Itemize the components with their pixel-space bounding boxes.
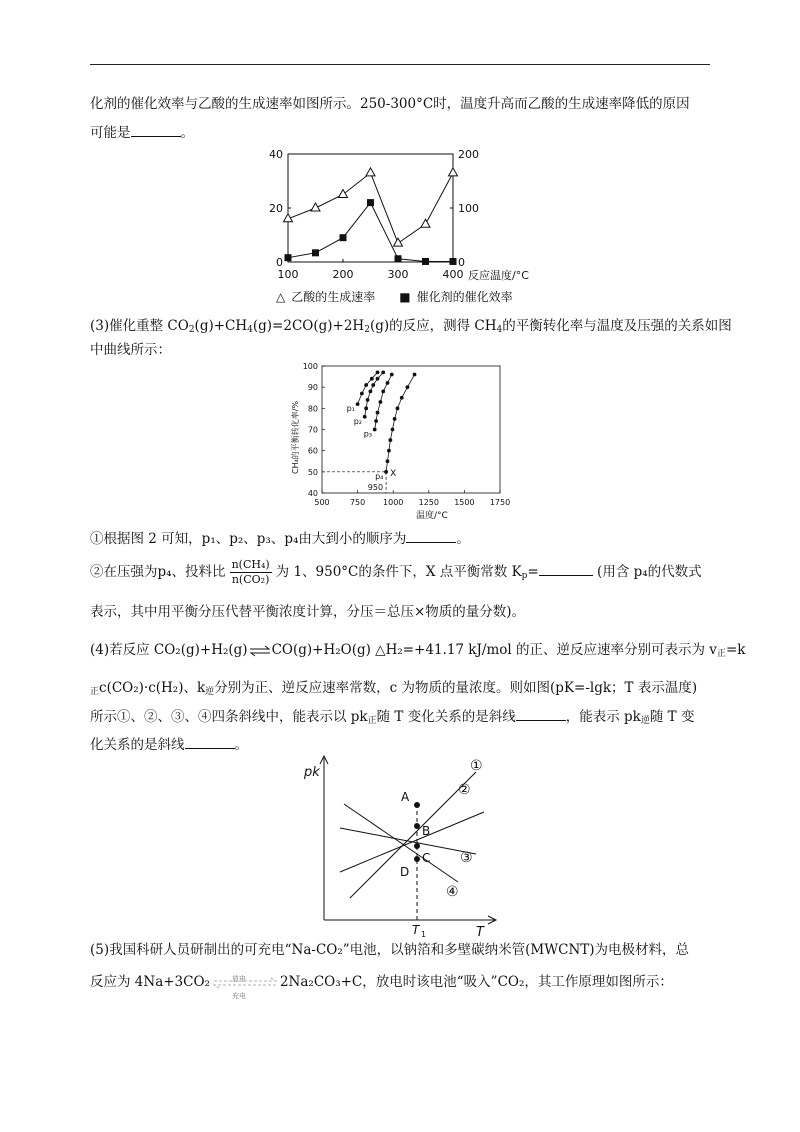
label-d: D [400,865,410,879]
top-rule [90,64,710,65]
intro-line-2 [90,122,715,144]
s5-text-a: 反应为 4Na+3CO₂ [90,974,210,990]
chart2-x-tick: 1000 [383,498,404,507]
chart2-y-tick: 80 [307,404,318,414]
pressure-point-p1 [376,370,380,374]
temperature-rate-chart [258,146,548,286]
s4-text-e: 分别为正、逆反应速率常数，c 为物质的量浓度。则如图(pK=-lgk；T 表示温度) [214,680,698,696]
line-label-4: ④ [446,884,459,900]
s3-sub-c: 2 [364,325,370,335]
s3-text-c: (g)=2CO(g)+2H [252,318,365,334]
s4-sub-reverse: 逆 [205,687,215,697]
chart2-frame [322,366,500,493]
legend-square-icon: ■ [399,290,411,304]
pressure-point-p3 [374,419,378,423]
chart1-legend [276,288,519,305]
chart2-x-tick: 1750 [489,498,511,507]
pressure-curve-p2 [365,372,384,416]
q1-text: ①根据图 2 可知，p₁、p₂、p₃、p₄由大到小的顺序为 [90,531,407,547]
catalyst-efficiency-point [422,258,429,265]
chart2-x-tick: 750 [349,498,366,507]
pressure-point-p1 [356,402,360,406]
section3-line-1 [90,316,732,337]
acetic-acid-rate-point [421,219,430,227]
q2-line-2: 表示，其中用平衡分压代替平衡浓度计算，分压＝总压×物质的量分数)。 [90,604,526,620]
point-b [414,823,420,829]
s3-text-e: 的平衡转化率与温度及压强的关系如图 [502,318,732,334]
chart2-x-axis-label: 温度/°C [416,511,448,521]
s5-text-b: 2Na₂CO₃+C，放电时该电池“吸入”CO₂，其工作原理如图所示： [279,974,673,990]
s4-text-a: (4)若反应 CO₂(g)+H₂(g) [90,642,248,658]
s3-sub-d: 4 [496,325,503,335]
chart1-left-tick: 20 [269,202,283,215]
pressure-point-p2 [364,406,368,410]
pressure-point-p3 [386,381,390,385]
acetic-acid-rate-point [394,238,403,246]
chart1-left-tick: 0 [276,256,283,269]
s4-text-k: 。 [234,737,248,753]
q1-line [90,528,715,550]
pressure-label-p2: p₂ [353,416,363,426]
chart2-y-tick: 50 [307,467,318,477]
t1-subscript: 1 [421,930,427,939]
pressure-point-p2 [376,377,380,381]
chart1-x-tick: 300 [387,268,409,281]
s4-text-b: CO(g)+H₂O(g) △H₂=+41.17 kJ/mol 的正、逆反应速率分别可表示为 v [271,642,717,658]
s3-text-b: (g)+CH [194,318,248,334]
chart1-x-tick: 100 [277,268,299,281]
answer-blank-pk-reverse[interactable] [185,734,235,749]
chart2-y-tick: 70 [307,425,318,435]
chart1-right-tick: 100 [458,202,479,215]
line-4 [340,828,476,854]
x-point-temperature: 950 [367,483,384,492]
s4-text-i: 随 T 变 [649,709,695,725]
arrow-top-label: 放电 [231,974,246,983]
catalyst-efficiency-point [395,255,402,262]
label-b: B [422,824,431,838]
section4-line-3 [90,706,715,728]
chart2-y-tick: 90 [307,383,318,393]
pressure-point-p4 [393,417,397,421]
chart2-y-tick: 60 [307,446,318,456]
line-label-3: ③ [460,850,473,866]
pk-axis-label: pk [304,765,320,780]
pk-temperature-diagram [300,754,500,940]
pressure-point-p4 [391,428,395,432]
line-label-2: ② [458,782,471,798]
feed-ratio-fraction [230,558,272,587]
catalyst-efficiency-point [450,258,457,265]
legend-triangle-label: 乙酸的生成速率 [291,290,376,304]
pressure-label-p4: p₄ [375,471,384,481]
s4-text-f: 所示①、②、③、④四条斜线中，能表示以 pk [90,709,368,725]
chart2-y-axis-label: CH₄的平衡转化率/% [291,400,300,474]
pressure-point-p4 [387,449,391,453]
pressure-point-p4 [386,459,390,463]
chart2-x-tick: 1250 [418,498,439,507]
pressure-point-p2 [369,390,373,394]
arrow-bottom-label: 充电 [231,991,246,1000]
pressure-point-p2 [381,370,385,374]
chart1-x-tick: 400 [442,268,464,281]
answer-blank-pressure-order[interactable] [406,528,456,543]
chart1-right-tick: 200 [458,148,479,161]
s3-sub-b: 4 [247,325,253,335]
label-a: A [401,790,410,804]
pressure-point-p4 [396,406,400,410]
pressure-point-p3 [373,428,377,432]
ch4-conversion-chart [284,362,524,522]
label-c: C [422,851,431,865]
acetic-acid-rate-point [366,168,375,176]
pressure-label-p1: p₁ [346,404,355,414]
s4-sub-forward: 正 [716,649,726,659]
pressure-point-p4 [388,438,392,442]
s4-sub-forward-2: 正 [90,687,100,697]
s4-text-j: 化关系的是斜线 [90,737,185,753]
kp-subscript: p [521,571,528,581]
legend-triangle-icon: △ [276,290,286,304]
chart1-x-axis-label: 反应温度/°C [468,269,529,282]
legend-square-label: 催化剂的催化效率 [416,290,513,304]
section4-line-4 [90,734,715,756]
chart1-left-tick: 40 [269,148,283,161]
s4-text-d: c(CO₂)·c(H₂)、k [99,680,206,696]
acetic-acid-rate-point [449,168,458,176]
pressure-point-p2 [363,415,367,419]
intro-line-2-end: 。 [180,125,194,141]
intro-line-2-text: 可能是 [90,125,131,141]
section3-line-2: 中曲线所示： [90,342,171,358]
answer-blank-pk-forward[interactable] [516,706,566,721]
section5-line-2 [90,972,715,1000]
s3-text-a: (3)催化重整 CO [90,318,189,334]
chart2-y-tick: 40 [307,489,318,498]
answer-blank-kp[interactable] [539,561,593,576]
pressure-point-p1 [360,392,364,396]
fraction-numerator: n(CH₄) [231,558,270,571]
equilibrium-arrow-icon [249,645,271,657]
s4-text-g: 随 T 变化关系的是斜线 [376,709,516,725]
line-label-1: ① [470,758,483,774]
q2-text-b: 为 1、950°C的条件下，X 点平衡常数 K [275,564,522,580]
chart2-x-tick: 1500 [454,498,475,507]
t-axis-label: T [476,925,484,940]
section5-line-1: (5)我国科研人员研制出的可充电“Na-CO₂”电池，以钠箔和多壁碳纳米管(MWCNT)为电极材料，总 [90,942,690,958]
point-d [414,856,420,862]
q2-line-1 [90,558,715,587]
t1-label: T [412,923,420,937]
charge-discharge-arrow [210,973,280,1000]
acetic-acid-rate-point [339,190,348,198]
chart2-y-tick: 100 [302,362,318,371]
catalyst-efficiency-point [285,254,292,261]
catalyst-efficiency-point [312,249,319,256]
fraction-denominator: n(CO₂) [231,573,270,586]
s4-sub-reverse-2: 逆 [640,716,650,726]
pressure-point-p4 [406,385,410,389]
pressure-point-p3 [376,411,380,415]
q1-end: 。 [456,531,470,547]
q2-text-c: = [527,564,539,580]
section4-line-2 [90,678,715,699]
catalyst-efficiency-point [367,199,374,206]
chart1-x-tick: 200 [332,268,354,281]
q2-text-a: ②在压强为p₄、投料比 [90,564,226,580]
intro-line-1: 化剂的催化效率与乙酸的生成速率如图所示。250-300°C时，温度升高而乙酸的生成速率降低的原因 [90,96,690,112]
x-point-label: X [390,468,397,479]
pressure-point-p4 [413,373,417,377]
pressure-point-p1 [370,377,374,381]
pressure-point-p3 [378,400,382,404]
q2-text-d: (用含 p₄的代数式 [597,564,702,580]
s4-text-h: ，能表示 pk [565,709,641,725]
chart2-x-tick: 500 [314,498,330,507]
section4-line-1 [90,640,746,661]
pressure-point-p3 [381,390,385,394]
chart1-right-tick: 0 [458,256,465,269]
point-c [414,843,420,849]
s4-text-c: =k [725,642,746,658]
pressure-label-p3: p₃ [363,429,372,439]
pressure-point-p2 [366,398,370,402]
pressure-point-p2 [371,383,375,387]
s3-sub-a: 2 [188,325,195,335]
pressure-point-p3 [390,373,394,377]
s3-text-d: (g)的反应，测得 CH [369,318,497,334]
answer-blank-reason[interactable] [131,122,181,137]
pressure-point-p4 [400,396,404,400]
pressure-point-p1 [364,383,368,387]
point-a [414,802,420,808]
s4-sub-forward-3: 正 [367,716,377,726]
pressure-curve-p4 [386,374,414,471]
catalyst-efficiency-point [340,234,347,241]
